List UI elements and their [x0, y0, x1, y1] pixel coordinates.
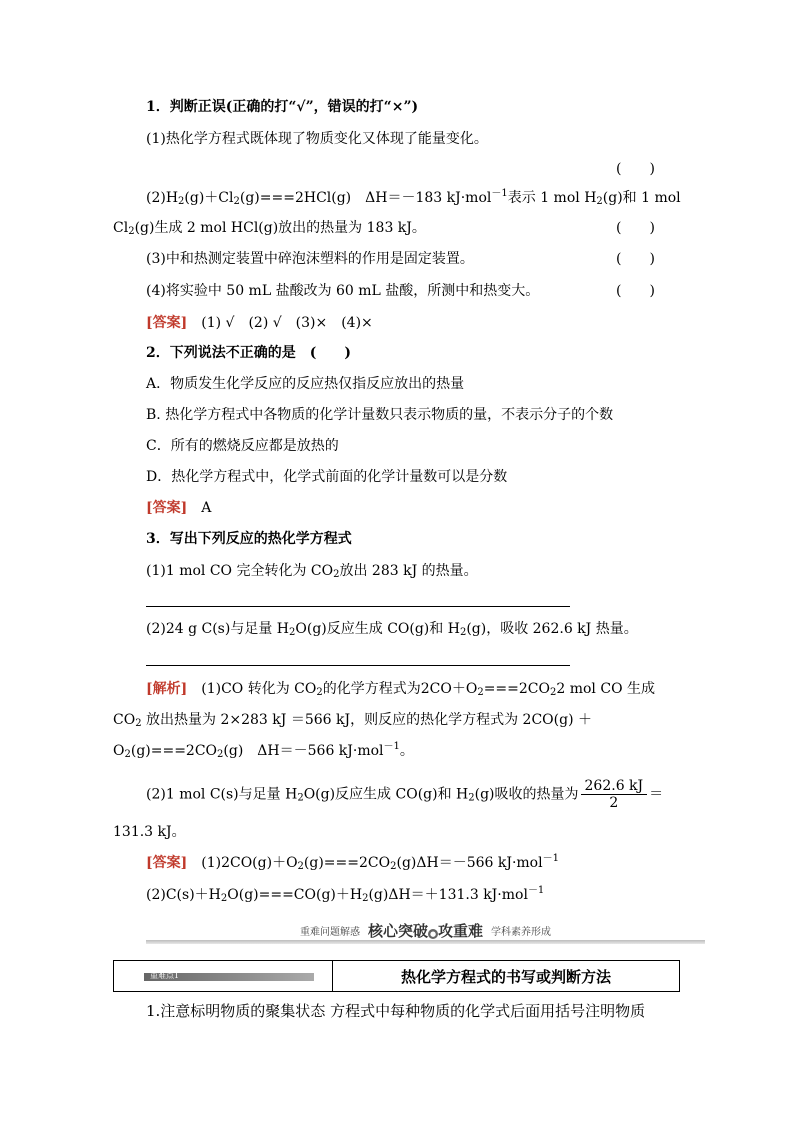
q2-option-c: C．所有的燃烧反应都是放热的: [146, 438, 339, 454]
banner-title: 核心突破 ● 攻重难: [367, 921, 484, 940]
q1-answer: [答案] (1) √ (2) √ (3)× (4)×: [146, 315, 373, 331]
analysis-line5: 131.3 kJ。: [113, 824, 186, 840]
analysis-line4: (2)1 mol C(s)与足量 $H_2O(g)$反应生成 CO(g)和 $H_2(g)$吸收的热量为 $\frac{262.6 kJ}{2}$ ＝: [146, 778, 664, 811]
dot-icon: ●: [429, 928, 437, 938]
q1-item1: (1)热化学方程式既体现了物质变化又体现了能量变化。: [146, 131, 488, 147]
q1-item4: (4)将实验中 50 mL 盐酸改为 60 mL 盐酸，所测中和热变大。: [146, 283, 540, 299]
section-title: 热化学方程式的书写或判断方法: [400, 967, 611, 986]
rule-1: 1.注意标明物质的聚集状态 方程式中每种物质的化学式后面用括号注明物质: [146, 1002, 646, 1020]
section-banner: [146, 918, 705, 942]
q1-item2-line1: $(2)H_2(g)+Cl_2(g)===2HCl(g)$ ΔH＝－183 kJ·mol$^{-1}$表示 1 mol $H_2(g)$和 1 mol: [146, 188, 681, 207]
q2-answer: [答案] A: [146, 500, 212, 516]
q2-option-b: B. 热化学方程式中各物质的化学计量数只表示物质的量，不表示分子的个数: [146, 407, 614, 423]
section-tag: 重难点1: [150, 971, 180, 980]
answer-blank-line: [146, 665, 570, 666]
section-tag-cell: [114, 961, 333, 991]
analysis-line1: [解析] (1)CO 转化为 $CO_2$的化学方程式为$2CO+O_2===2CO_22$ mol CO 生成: [146, 681, 656, 698]
answer-paren: ( ): [616, 283, 655, 299]
section-header-table: [113, 960, 680, 992]
answer-paren: ( ): [616, 220, 655, 236]
q3-answer-line1: [答案] $(1)2CO(g)+O_2(g)===2CO_2(g)\Delta H=-566$ kJ·mol$^{-1}$: [146, 853, 559, 872]
answer-paren: ( ): [616, 251, 655, 267]
q1-item3: (3)中和热测定装置中碎泡沫塑料的作用是固定装置。: [146, 251, 474, 267]
banner-right-text: 学科素养形成: [491, 926, 552, 938]
banner-left-text: 重难问题解惑: [299, 926, 360, 938]
analysis-line3: $O_2(g)===2CO_2(g)$ ΔH＝－566 kJ·mol$^{-1}$。: [113, 741, 414, 760]
q2-title: 2．下列说法不正确的是 ( ): [146, 345, 351, 361]
banner-divider: [146, 940, 705, 944]
q3-item2: (2)24 g C(s)与足量 $H_2O(g)$反应生成 CO(g)和 $H_2(g)$，吸收 262.6 kJ 热量。: [146, 621, 638, 638]
answer-blank-line: [146, 606, 570, 607]
q3-title: 3．写出下列反应的热化学方程式: [146, 531, 352, 547]
heat-fraction: $\frac{262.6 kJ}{2}$: [581, 778, 648, 811]
answer-paren: ( ): [616, 161, 655, 177]
q3-item1: (1)1 mol CO 完全转化为 $CO_2$放出 283 kJ 的热量。: [146, 563, 478, 580]
q2-option-d: D．热化学方程式中，化学式前面的化学计量数可以是分数: [146, 469, 508, 485]
q1-title: 1．判断正误(正确的打“√”，错误的打“×”): [146, 99, 419, 115]
q2-option-a: A．物质发生化学反应的反应热仅指反应放出的热量: [146, 376, 465, 392]
q3-answer-line2: $(2)C(s)+H_2O(g)===CO(g)+H_2(g)\Delta H=+131.3$ kJ·mol$^{-1}$: [146, 885, 545, 904]
analysis-line2: $CO_2$ 放出热量为 2×283 kJ ＝566 kJ，则反应的热化学方程式为 2CO(g) ＋: [113, 712, 592, 729]
q1-item2-line2: $Cl_2(g)$生成 2 mol HCl(g)放出的热量为 183 kJ。: [113, 220, 426, 237]
